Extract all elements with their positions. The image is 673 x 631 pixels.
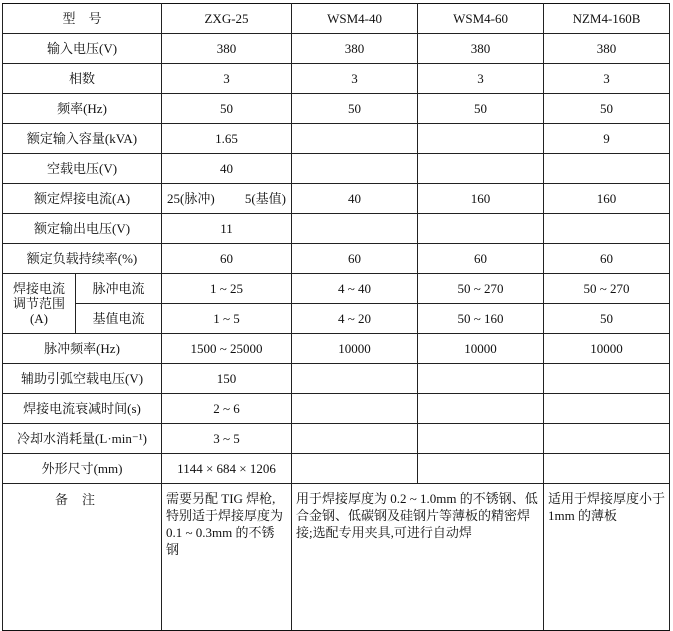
- table-row: [3, 244, 670, 274]
- row-label: 相数: [3, 64, 162, 94]
- notes-row: [3, 484, 670, 631]
- cell-value: [418, 424, 544, 454]
- cell-value: [544, 214, 670, 244]
- cell-value: [292, 424, 418, 454]
- cell-value: [292, 124, 418, 154]
- table-row: [3, 64, 670, 94]
- table-row: [3, 454, 670, 484]
- table-row: [3, 394, 670, 424]
- header-row: [3, 4, 670, 34]
- cell-value: [544, 364, 670, 394]
- cell-value: 50: [544, 94, 670, 124]
- row-label: 焊接电流衰减时间(s): [3, 394, 162, 424]
- cell-value: 60: [544, 244, 670, 274]
- cell-value: 1 ~ 25: [162, 274, 292, 304]
- cell-value: [292, 214, 418, 244]
- cell-value: [418, 454, 544, 484]
- cell-value: 9: [544, 124, 670, 154]
- range-sub-label: 脉冲电流: [76, 274, 162, 304]
- cell-value: [292, 454, 418, 484]
- range-row: [3, 274, 670, 304]
- cell-value: 50 ~ 160: [418, 304, 544, 334]
- cell-value: [418, 124, 544, 154]
- range-group-label-line: 调节范围: [12, 296, 65, 311]
- cell-value: 3: [418, 64, 544, 94]
- row-label: 空载电压(V): [3, 154, 162, 184]
- cell-value: 4 ~ 40: [292, 274, 418, 304]
- note-zxg-25: 需要另配 TIG 焊枪,特别适于焊接厚度为 0.1 ~ 0.3mm 的不锈钢: [162, 484, 292, 631]
- row-label: 冷却水消耗量(L·min⁻¹): [3, 424, 162, 454]
- cell-value: 3: [292, 64, 418, 94]
- rated-current-pair: [165, 191, 288, 206]
- cell-value: [292, 394, 418, 424]
- row-label: 额定输入容量(kVA): [3, 124, 162, 154]
- cell-value: 11: [162, 214, 292, 244]
- cell-value: 2 ~ 6: [162, 394, 292, 424]
- cell-value: 40: [162, 154, 292, 184]
- table-row: [3, 184, 670, 214]
- cell-value: 10000: [544, 334, 670, 364]
- row-label: 额定输出电压(V): [3, 214, 162, 244]
- cell-value: 160: [544, 184, 670, 214]
- table-row: [3, 154, 670, 184]
- spec-table-body: [3, 4, 670, 631]
- cell-value: 1144 × 684 × 1206: [162, 454, 292, 484]
- cell-value: [418, 154, 544, 184]
- row-label: 脉冲频率(Hz): [3, 334, 162, 364]
- cell-value: 3 ~ 5: [162, 424, 292, 454]
- cell-value: 50: [292, 94, 418, 124]
- cell-value: [418, 394, 544, 424]
- cell-value: [292, 364, 418, 394]
- cell-zxg-25: [162, 184, 292, 214]
- cell-value: 50 ~ 270: [544, 274, 670, 304]
- rated-current-base: 5(基值): [244, 191, 287, 206]
- table-row: [3, 34, 670, 64]
- cell-value: [544, 424, 670, 454]
- range-row: [3, 304, 670, 334]
- header-wsm4-40: WSM4-40: [292, 4, 418, 34]
- table-row: [3, 364, 670, 394]
- cell-value: 1500 ~ 25000: [162, 334, 292, 364]
- row-label: 频率(Hz): [3, 94, 162, 124]
- header-zxg-25: ZXG-25: [162, 4, 292, 34]
- cell-value: 50: [162, 94, 292, 124]
- cell-value: 60: [418, 244, 544, 274]
- cell-value: 10000: [292, 334, 418, 364]
- table-row: [3, 334, 670, 364]
- header-nzm4-160b: NZM4-160B: [544, 4, 670, 34]
- cell-value: 40: [292, 184, 418, 214]
- cell-value: 1.65: [162, 124, 292, 154]
- cell-value: 60: [162, 244, 292, 274]
- cell-value: 3: [162, 64, 292, 94]
- table-row: [3, 124, 670, 154]
- row-label: 输入电压(V): [3, 34, 162, 64]
- header-model: 型 号: [3, 4, 162, 34]
- cell-value: 3: [544, 64, 670, 94]
- cell-value: [418, 364, 544, 394]
- spec-table: [2, 3, 670, 631]
- note-wsm4: 用于焊接厚度为 0.2 ~ 1.0mm 的不锈钢、低合金钢、低碳钢及硅钢片等薄板的精密焊接;选配专用夹具,可进行自动焊: [292, 484, 544, 631]
- cell-value: 380: [162, 34, 292, 64]
- range-sub-label: 基值电流: [76, 304, 162, 334]
- cell-value: 60: [292, 244, 418, 274]
- cell-value: [544, 154, 670, 184]
- row-label: 辅助引弧空载电压(V): [3, 364, 162, 394]
- notes-label: 备注: [3, 484, 162, 631]
- cell-value: 380: [544, 34, 670, 64]
- row-label: 外形尺寸(mm): [3, 454, 162, 484]
- cell-value: 380: [292, 34, 418, 64]
- cell-value: [418, 214, 544, 244]
- range-group-label-line: 焊接电流: [12, 281, 65, 296]
- cell-value: 150: [162, 364, 292, 394]
- table-row: [3, 214, 670, 244]
- cell-value: 1 ~ 5: [162, 304, 292, 334]
- range-group-label-line: (A): [29, 311, 49, 326]
- cell-value: 10000: [418, 334, 544, 364]
- cell-value: 380: [418, 34, 544, 64]
- table-row: [3, 94, 670, 124]
- note-nzm4-160b: 适用于焊接厚度小于 1mm 的薄板: [544, 484, 670, 631]
- cell-value: 50: [544, 304, 670, 334]
- header-wsm4-60: WSM4-60: [418, 4, 544, 34]
- cell-value: 4 ~ 20: [292, 304, 418, 334]
- cell-value: [544, 394, 670, 424]
- cell-value: 50: [418, 94, 544, 124]
- row-label: 额定焊接电流(A): [3, 184, 162, 214]
- range-group-label: [3, 274, 76, 334]
- cell-value: 160: [418, 184, 544, 214]
- rated-current-pulse: 25(脉冲): [167, 191, 215, 206]
- cell-value: 50 ~ 270: [418, 274, 544, 304]
- cell-value: [292, 154, 418, 184]
- table-row: [3, 424, 670, 454]
- row-label: 额定负载持续率(%): [3, 244, 162, 274]
- cell-value: [544, 454, 670, 484]
